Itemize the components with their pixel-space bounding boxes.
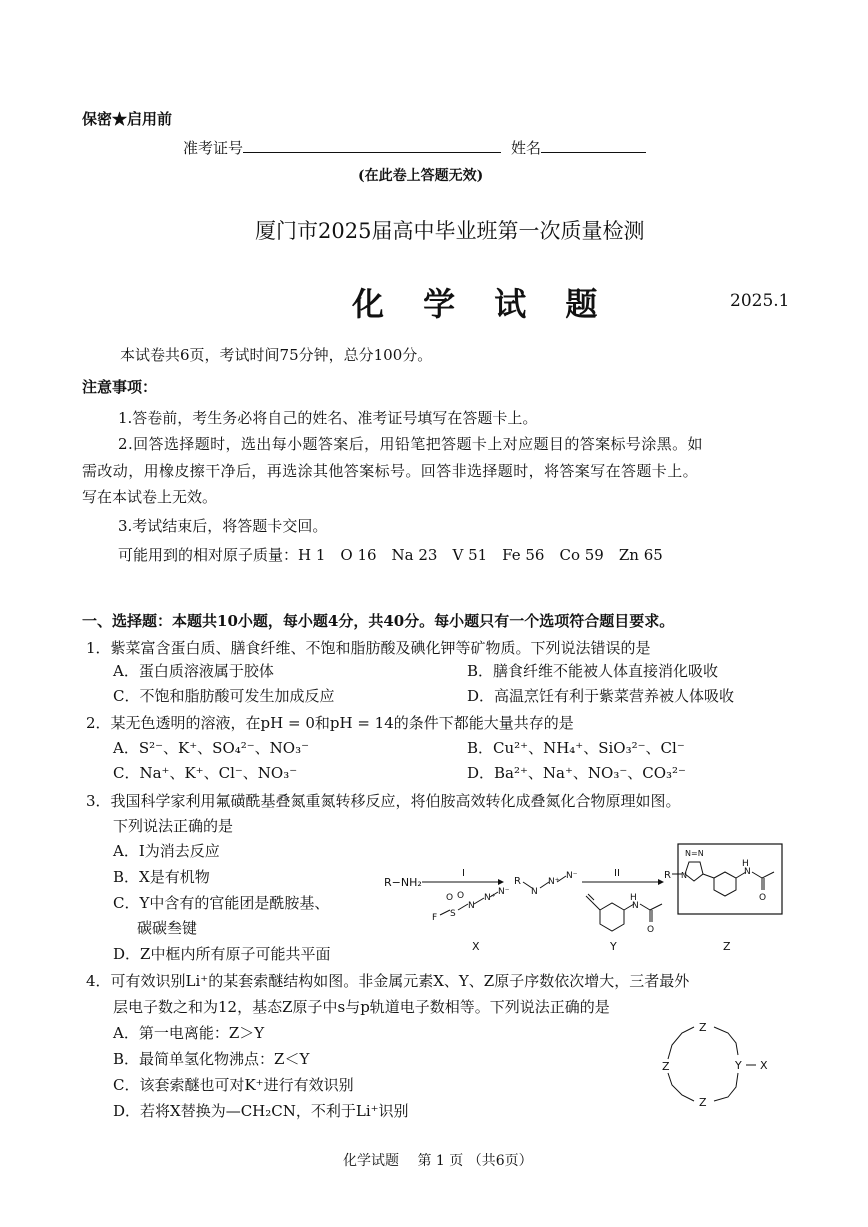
y-atom-n: H [630,893,637,903]
q4-option-d: D．若将X替换为—CH₂CN，不利于Li⁺识别 [113,1102,409,1120]
q3-option-a: A．I为消去反应 [113,842,220,860]
q1-option-b: B．膳食纤维不能被人体直接消化吸收 [467,662,719,680]
azide-n2: N⁺ [548,877,560,887]
confidential-mark: 保密★启用前 [82,110,173,128]
reactant-amine: R−NH₂ [384,876,422,889]
subject-title: 化 学 试 题 [352,285,612,323]
q3-option-d: D．Z中框内所有原子可能共平面 [113,945,331,963]
q3-option-b: B．X是有机物 [113,868,210,886]
exam-title: 厦门市2025届高中毕业班第一次质量检测 [255,219,645,243]
q3-stem-line2: 下列说法正确的是 [113,817,234,835]
name-blank [541,138,646,153]
ring-atom-z-left: Z [662,1060,670,1073]
q3-option-c-line2: 碳碳叁键 [137,919,198,937]
x-atom-o2: O [457,891,465,901]
arrow-1-head [498,879,504,885]
q3-stem-line1: 3．我国科学家利用氟磺酰基叠氮重氮转移反应，将伯胺高效转化成叠氮化合物原理如图。 [86,792,681,810]
exam-date: 2025.1 [730,291,790,311]
product-z-structure [672,862,774,896]
x-atom-s: S [450,909,456,919]
q3-reaction-scheme [380,838,790,958]
label-z: Z [723,940,731,953]
atomic-masses: 可能用到的相对原子质量：H 1 O 16 Na 23 V 51 Fe 56 Co 59 Zn 65 [118,546,663,564]
section-1-heading: 一、选择题：本题共10小题，每小题4分，共40分。每小题只有一个选项符合题目要求。 [82,612,675,630]
exam-number-blank [243,138,501,153]
paper-intro: 本试卷共6页，考试时间75分钟，总分100分。 [120,346,433,364]
q2-option-c: C．Na⁺、K⁺、Cl⁻、NO₃⁻ [113,764,298,782]
label-x: X [472,940,480,953]
invalid-note: (在此卷上答题无效) [358,168,484,184]
q2-option-d: D．Ba²⁺、Na⁺、NO₃⁻、CO₃²⁻ [467,764,686,782]
z-atom-o: O [759,893,767,903]
q1-stem: 1．紫菜富含蛋白质、膳食纤维、不饱和脂肪酸及碘化钾等矿物质。下列说法错误的是 [86,639,651,657]
ring-atom-z-bottom: Z [699,1096,707,1109]
x-atom-f: F [432,913,438,923]
ring-bonds [668,1027,756,1101]
y-atom-nh: N [632,901,639,911]
q4-option-c: C．该套索醚也可对K⁺进行有效识别 [113,1076,354,1094]
q3-option-c-line1: C．Y中含有的官能团是酰胺基、 [113,894,330,912]
product-r: R [664,870,671,881]
q4-stem-line2: 层电子数之和为12，基态Z原子中s与p轨道电子数相等。下列说法正确的是 [113,998,610,1016]
z-triazole-n1: N [681,871,687,880]
step-2-label: II [614,868,620,879]
exam-number-label: 准考证号 [183,139,244,157]
note-2-line3: 写在本试卷上无效。 [82,488,218,506]
q2-option-b: B．Cu²⁺、NH₄⁺、SiO₃²⁻、Cl⁻ [467,739,685,757]
q4-option-b: B．最简单氢化物沸点：Z＜Y [113,1050,310,1068]
ring-atom-z-top: Z [699,1021,707,1034]
x-atom-n1: N [468,901,475,911]
z-triazole-n: N=N [685,849,704,858]
x-atom-n3: N⁻ [498,887,510,897]
azide-n1: N [531,887,538,897]
intermediate-r: R [514,876,521,887]
name-label: 姓名 [511,139,542,157]
q2-stem: 2．某无色透明的溶液，在pH = 0和pH = 14的条件下都能大量共存的是 [86,714,574,732]
substituent-x: X [760,1059,768,1072]
note-1: 1.答卷前，考生务必将自己的姓名、准考证号填写在答题卡上。 [118,409,538,427]
q4-lariat-ether-structure [650,1015,790,1115]
note-2-line2: 需改动，用橡皮擦干净后，再选涂其他答案标号。回答非选择题时，将答案写在答题卡上。 [82,462,699,480]
exam-number-row [183,137,646,158]
azide-bonds [523,876,566,888]
z-atom-h: H [742,859,749,869]
step-1-label: I [462,868,465,879]
note-3: 3.考试结束后，将答题卡交回。 [118,517,328,535]
q2-option-a: A．S²⁻、K⁺、SO₄²⁻、NO₃⁻ [113,739,310,757]
x-atom-o1: O [446,893,454,903]
z-atom-n: N [744,867,751,877]
q4-option-a: A．第一电离能：Z＞Y [113,1024,265,1042]
note-2-line1: 2.回答选择题时，选出每小题答案后，用铅笔把答题卡上对应题目的答案标号涂黑。如 [118,435,703,453]
ring-atom-y: Y [735,1059,742,1072]
q1-option-d: D．高温烹饪有利于紫菜营养被人体吸收 [467,687,735,705]
x-atom-n2: N⁺ [484,893,496,903]
label-y: Y [610,940,617,953]
page-footer: 化学试题 第 1 页 （共6页） [343,1153,533,1169]
azide-n3: N⁻ [566,871,578,881]
q1-option-a: A．蛋白质溶液属于胶体 [113,662,274,680]
q1-option-c: C．不饱和脂肪酸可发生加成反应 [113,687,335,705]
y-atom-o: O [647,925,655,935]
q4-stem-line1: 4．可有效识别Li⁺的某套索醚结构如图。非金属元素X、Y、Z原子序数依次增大，三者最外 [86,972,690,990]
notes-heading: 注意事项： [82,378,158,396]
